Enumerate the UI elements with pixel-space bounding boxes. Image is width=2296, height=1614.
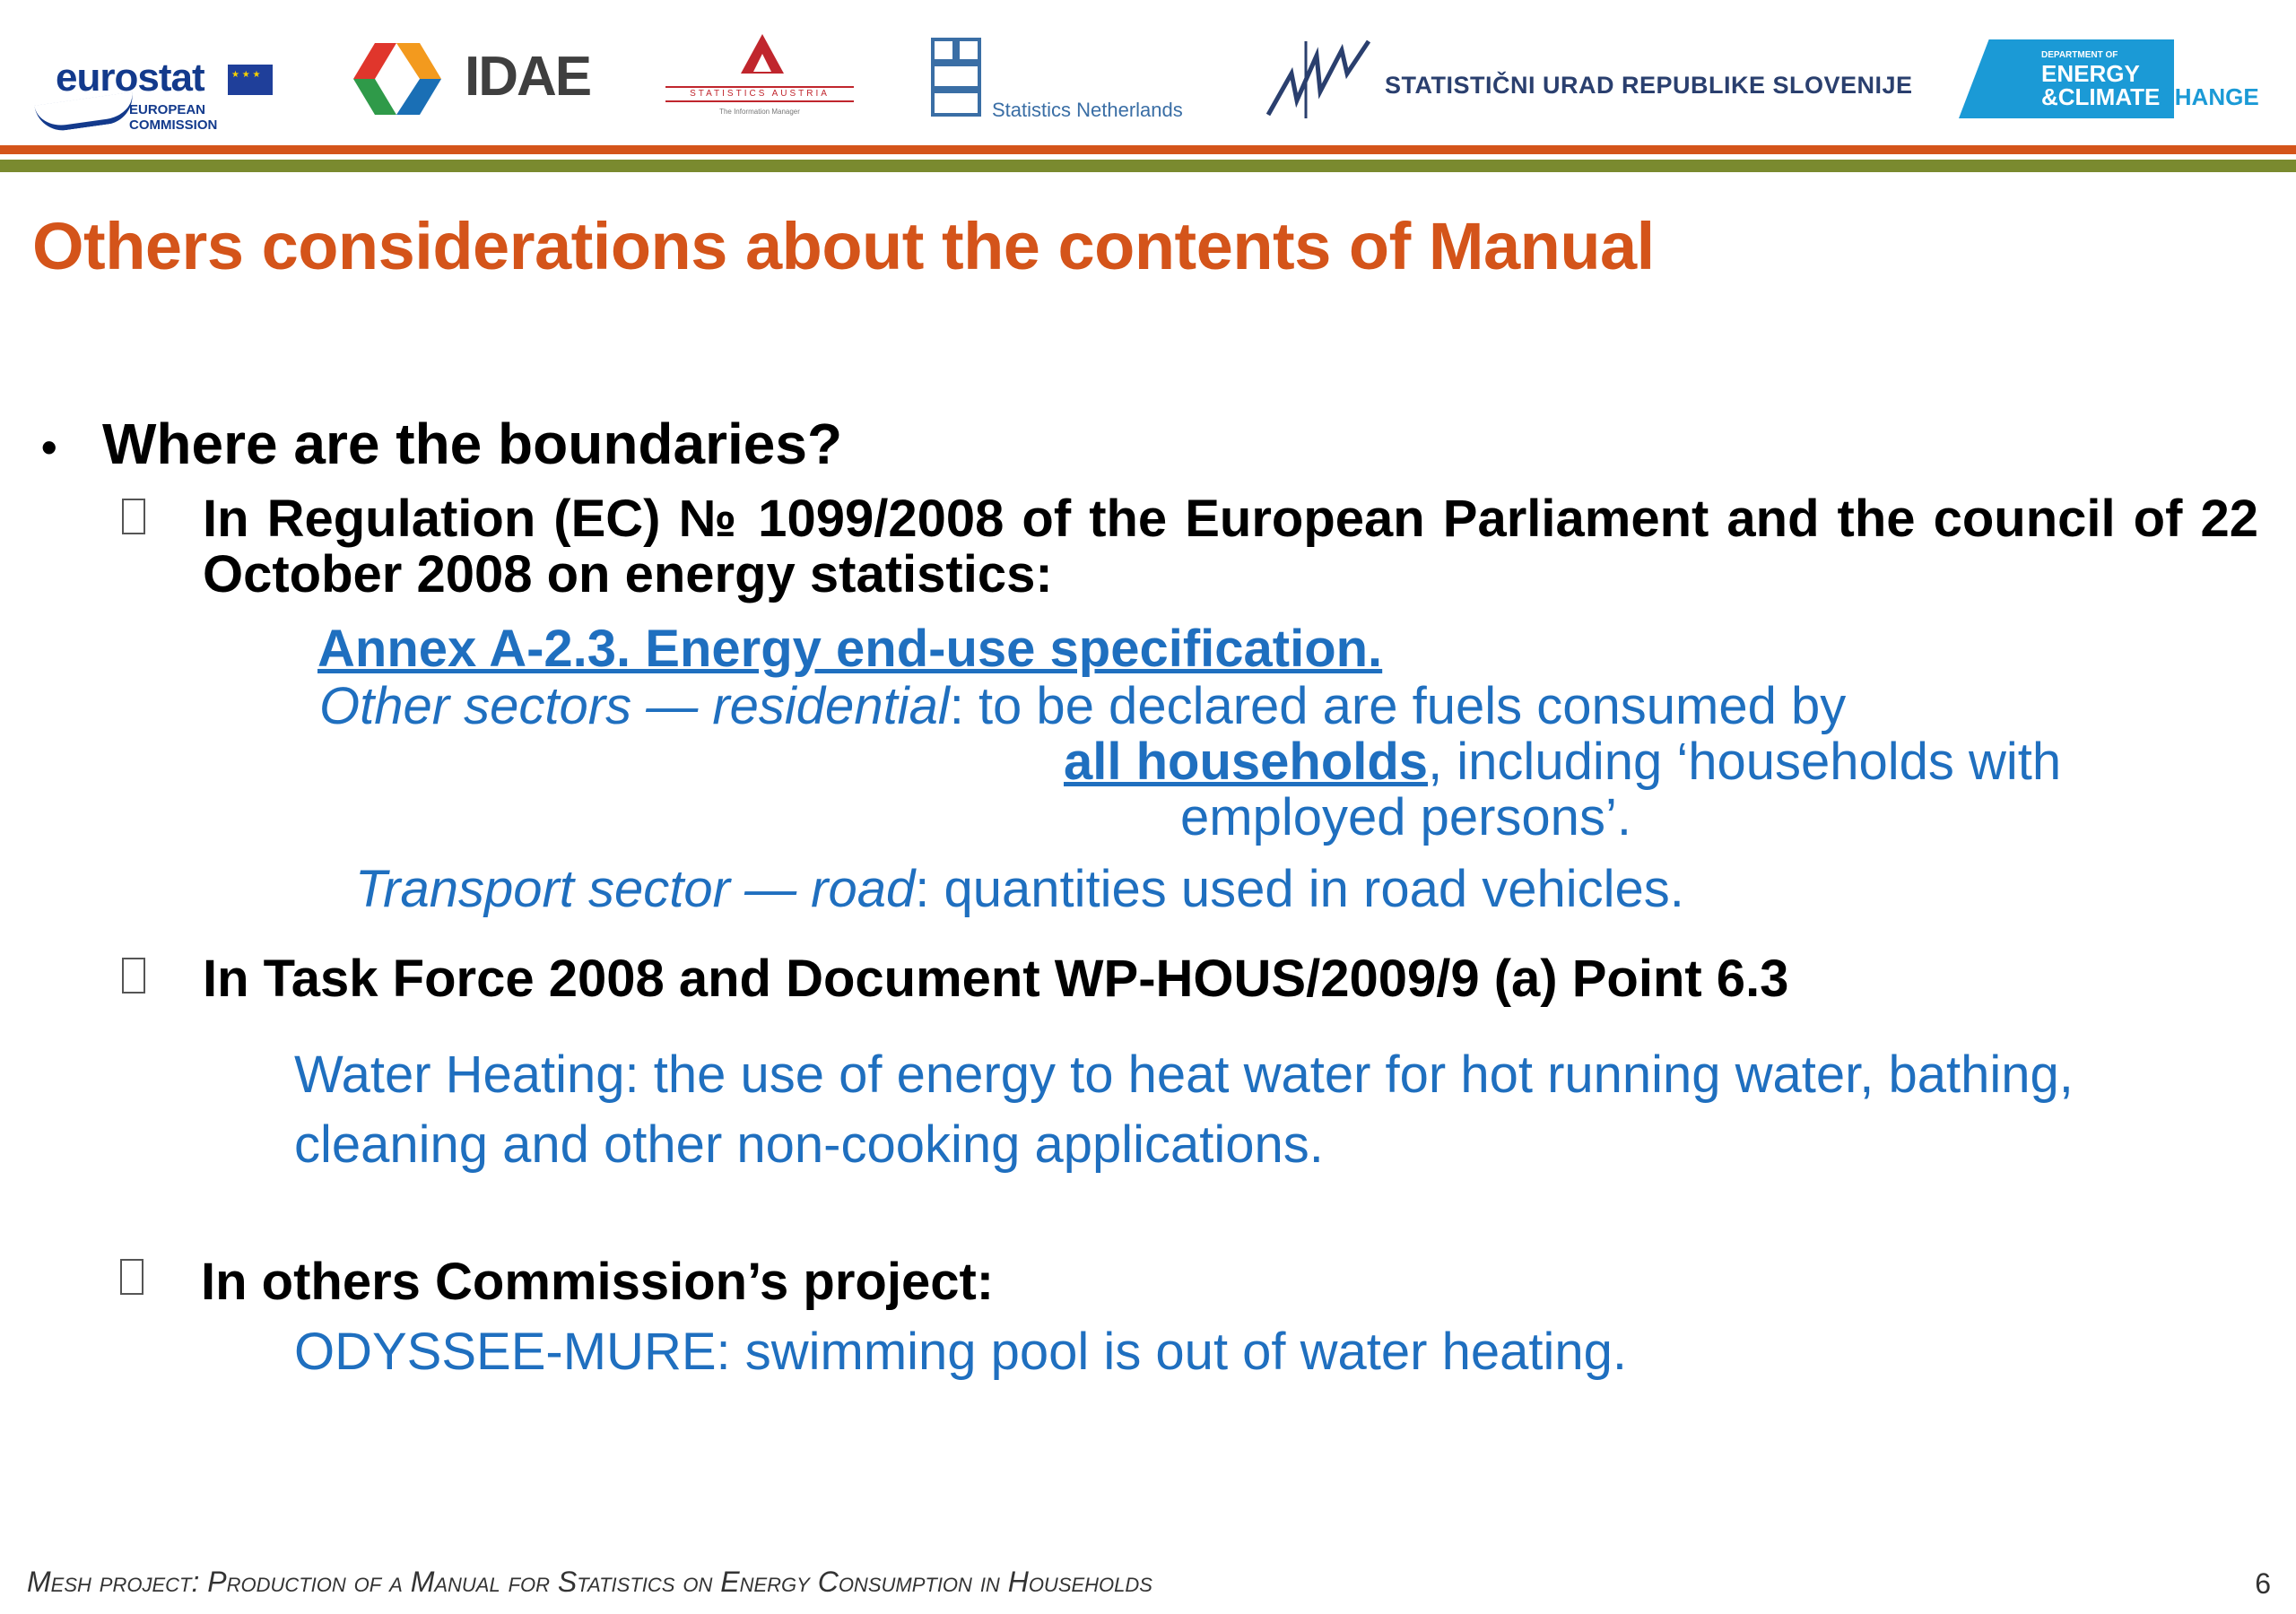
households-text: , including ‘households with	[1428, 733, 2062, 791]
households-line	[1064, 732, 2061, 792]
eurostat-logo	[36, 34, 278, 133]
odyssee-text: ODYSSEE-MURE: swimming pool is out of water heating.	[294, 1323, 1627, 1381]
statistics-netherlands-logo	[927, 34, 1214, 133]
austria-subtitle: The Information Manager	[719, 108, 800, 116]
decc-energy-text: ENERGY	[2041, 60, 2140, 87]
decc-logo	[1959, 39, 2282, 122]
decc-climate-text: &CLIMATE	[2041, 83, 2161, 110]
slide-title: Others considerations about the contents of Manual	[32, 209, 1655, 283]
austria-wordmark: STATISTICS AUSTRIA	[665, 86, 854, 102]
others-project-text: In others Commission’s project:	[201, 1253, 995, 1311]
statistics-austria-logo	[665, 34, 863, 133]
other-sectors-line	[319, 676, 1846, 736]
footer-project-title: Mesh project: Production of a Manual for Statistics on Energy Consumption in Households	[27, 1566, 1152, 1598]
transport-label: Transport sector — road	[355, 860, 916, 918]
slovenia-statistics-logo	[1265, 34, 1919, 133]
idae-wordmark: IDAE	[465, 46, 591, 108]
bullet-dot-icon: •	[41, 422, 57, 473]
checkbox-bullet-icon	[120, 1259, 144, 1295]
header-divider-olive	[0, 160, 2296, 172]
idae-logo	[339, 34, 599, 133]
other-sectors-label: Other sectors — residential	[319, 677, 950, 735]
slovenia-graph-icon	[1265, 38, 1372, 120]
other-sectors-text: : to be declared are fuels consumed by	[949, 677, 1847, 735]
all-households-link[interactable]: all households	[1064, 733, 1429, 791]
employed-persons-line: employed persons’.	[1180, 788, 1631, 846]
main-bullet: Where are the boundaries?	[102, 412, 843, 476]
transport-line	[355, 859, 1684, 919]
cbs-wordmark: Statistics Netherlands	[992, 99, 1183, 121]
checkbox-bullet-icon	[122, 958, 145, 994]
checkbox-bullet-icon	[122, 499, 145, 534]
eu-flag-icon	[228, 65, 273, 95]
transport-text: : quantities used in road vehicles.	[915, 860, 1684, 918]
slovenia-wordmark: STATISTIČNI URAD REPUBLIKE SLOVENIJE	[1385, 72, 1913, 99]
decc-department-text: DEPARTMENT OF	[2041, 50, 2118, 60]
annex-heading-link[interactable]: Annex A-2.3. Energy end-use specification.	[317, 620, 1383, 678]
logo-header	[0, 0, 2296, 143]
water-heating-text: Water Heating: the use of energy to heat water for hot running water, bathing, cleaning and other non-cooking applications.	[294, 1046, 2074, 1174]
eurostat-subtitle: EUROPEAN COMMISSION	[129, 102, 218, 133]
idae-mark-icon	[339, 38, 456, 120]
header-divider-orange	[0, 145, 2296, 154]
eurostat-wordmark: eurostat	[56, 56, 204, 100]
cbs-mark-icon	[931, 38, 981, 117]
task-force-text: In Task Force 2008 and Document WP-HOUS/2009/9 (a) Point 6.3	[203, 950, 1789, 1008]
decc-change-text: CHANGE	[2158, 83, 2259, 110]
regulation-text: In Regulation (EC) № 1099/2008 of the European Parliament and the council of 22 October 2008 on energy statistics:	[203, 490, 2258, 603]
page-number: 6	[2255, 1567, 2271, 1600]
